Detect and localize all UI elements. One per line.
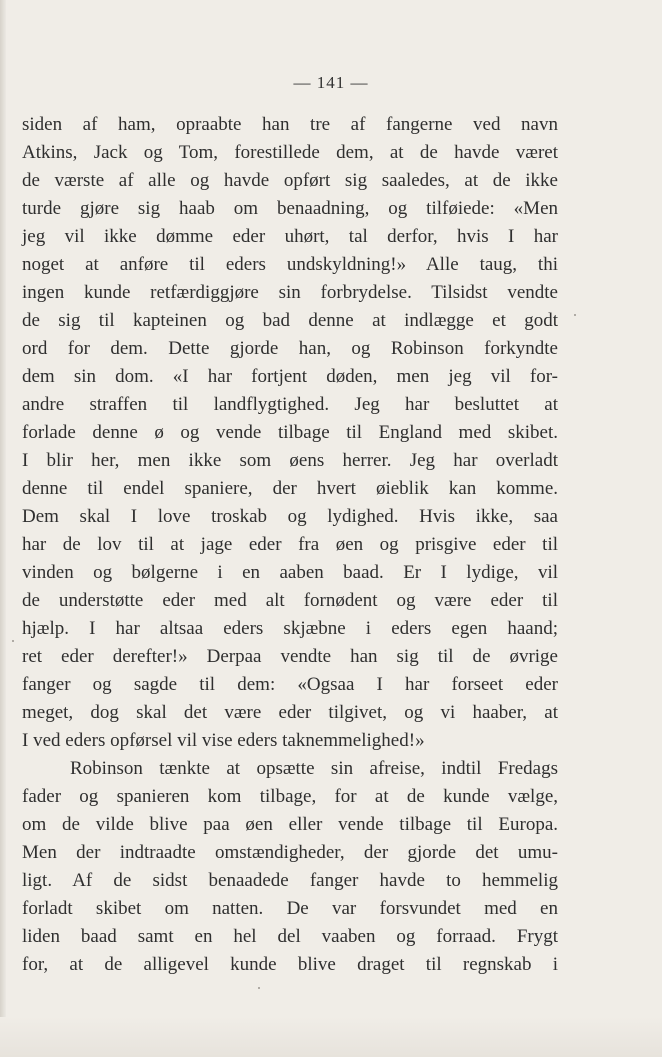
text-line: I ved eders opførsel vil vise eders taknemmelighed!» — [22, 730, 425, 751]
text-line: for, at de alligevel kunde blive draget til regnskab i — [22, 954, 558, 975]
text-line: jeg vil ikke dømme eder uhørt, tal derfor, hvis I har — [22, 226, 558, 247]
text-line: siden af ham, opraabte han tre af fangerne ved navn — [22, 114, 558, 135]
page-number: — 141 — — [293, 73, 369, 92]
text-line: har de lov til at jage eder fra øen og prisgive eder til — [22, 534, 558, 555]
text-line: andre straffen til landflygtighed. Jeg har besluttet at — [22, 394, 558, 415]
text-line: Robinson tænkte at opsætte sin afreise, indtil Fredags — [70, 758, 558, 779]
text-line: denne til endel spaniere, der hvert øieblik kan komme. — [22, 478, 558, 499]
text-line: fader og spanieren kom tilbage, for at de kunde vælge, — [22, 786, 558, 807]
text-line: forladt skibet om natten. De var forsvundet med en — [22, 898, 558, 919]
text-line: turde gjøre sig haab om benaadning, og tilføiede: «Men — [22, 198, 558, 219]
text-line: fanger og sagde til dem: «Ogsaa I har forseet eder — [22, 674, 558, 695]
text-line: ingen kunde retfærdiggjøre sin forbrydelse. Tilsidst vendte — [22, 282, 558, 303]
text-line: ligt. Af de sidst benaadede fanger havde to hemmelig — [22, 870, 558, 891]
text-line: meget, dog skal det være eder tilgivet, og vi haaber, at — [22, 702, 558, 723]
text-line: I blir her, men ikke som øens herrer. Jeg har overladt — [22, 450, 558, 471]
text-line: de understøtte eder med alt fornødent og være eder til — [22, 590, 558, 611]
text-line: ret eder derefter!» Derpaa vendte han sig til de øvrige — [22, 646, 558, 667]
text-line: hjælp. I har altsaa eders skjæbne i eders egen haand; — [22, 618, 558, 639]
text-line: Atkins, Jack og Tom, forestillede dem, at de havde været — [22, 142, 558, 163]
paper-speck — [574, 314, 576, 316]
page-left-edge — [0, 0, 6, 1057]
text-line: ord for dem. Dette gjorde han, og Robinson forkyndte — [22, 338, 558, 359]
page-bottom-edge — [0, 1017, 662, 1057]
text-line: de sig til kapteinen og bad denne at indlægge et godt — [22, 310, 558, 331]
paper-speck — [12, 640, 14, 642]
text-line: forlade denne ø og vende tilbage til England med skibet. — [22, 422, 558, 443]
text-line: noget at anføre til eders undskyldning!» Alle taug, thi — [22, 254, 558, 275]
paper-speck — [258, 987, 260, 989]
text-line: Dem skal I love troskab og lydighed. Hvis ikke, saa — [22, 506, 558, 527]
body-text — [22, 111, 558, 979]
text-line: dem sin dom. «I har fortjent døden, men jeg vil for- — [22, 366, 558, 387]
text-line: liden baad samt en hel del vaaben og forraad. Frygt — [22, 926, 558, 947]
text-line: Men der indtraadte omstændigheder, der gjorde det umu- — [22, 842, 558, 863]
text-line: om de vilde blive paa øen eller vende tilbage til Europa. — [22, 814, 558, 835]
text-line: vinden og bølgerne i en aaben baad. Er I lydige, vil — [22, 562, 558, 583]
text-line: de værste af alle og havde opført sig saaledes, at de ikke — [22, 170, 558, 191]
